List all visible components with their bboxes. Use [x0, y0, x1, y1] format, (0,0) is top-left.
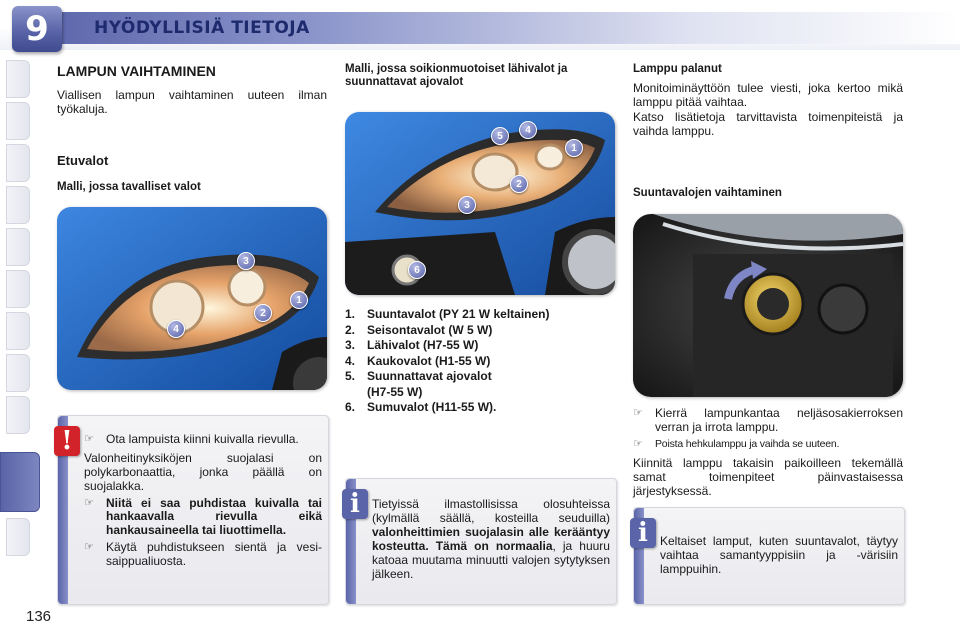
chapter-tab[interactable]	[6, 396, 30, 434]
info-text: Keltaiset lamput, kuten suuntavalot, täytyy vaihtaa samantyyppisiin ja -värisiin lamppuihin.	[660, 534, 898, 576]
warning-bullet-3: ☞ Käytä puhdistukseen sientä ja vesi-saippualiuosta.	[84, 540, 322, 568]
callout-5: 5	[491, 127, 509, 145]
headlight-illustration	[57, 207, 327, 390]
chapter-tab[interactable]	[6, 354, 30, 392]
chapter-tab[interactable]	[6, 518, 30, 556]
list-item: 1. Suuntavalot (PY 21 W keltainen)	[345, 307, 550, 321]
pointer-icon: ☞	[84, 496, 94, 509]
list-item: 5. Suunnattavat ajovalot (H7-55 W)	[345, 369, 492, 399]
callout-3: 3	[237, 252, 255, 270]
chapter-badge: 9	[12, 6, 62, 52]
chapter-tab[interactable]	[6, 312, 30, 350]
info-box-condensation	[345, 478, 617, 605]
indicator-bulb-photo	[633, 214, 903, 397]
subsection-title: Etuvalot	[57, 153, 109, 168]
warning-box	[57, 415, 329, 605]
bulb-failed-text-2: Katso lisätietoja tarvittavista toimenpiteistä ja vaihda lamppu.	[633, 110, 903, 138]
info-icon: i	[630, 518, 656, 548]
bulb-failed-title: Lamppu palanut	[633, 63, 722, 75]
chapter-tab[interactable]	[6, 270, 30, 308]
page-number: 136	[26, 608, 52, 625]
list-item: 6. Sumuvalot (H11-55 W).	[345, 400, 497, 414]
callout-4: 4	[519, 121, 537, 139]
headlight-photo-oval	[345, 112, 615, 295]
list-item: 2. Seisontavalot (W 5 W)	[345, 322, 493, 337]
indicator-bulb-illustration	[633, 214, 903, 397]
pointer-icon: ☞	[84, 541, 94, 553]
chapter-tab[interactable]	[6, 144, 30, 182]
indicator-steps	[633, 407, 903, 498]
step-bullet-2: ☞ Poista hehkulamppu ja vaihda se uuteen.	[633, 438, 840, 450]
chapter-tab-rail	[0, 60, 34, 580]
callout-3: 3	[458, 196, 476, 214]
warning-icon: !	[54, 426, 80, 456]
indicator-replace-title: Suuntavalojen vaihtaminen	[633, 187, 782, 199]
chapter-tab[interactable]	[6, 60, 30, 98]
info-icon: i	[342, 489, 368, 519]
callout-1: 1	[565, 139, 583, 157]
intro-text: Viallisen lampun vaihtaminen uuteen ilman työkaluja.	[57, 88, 327, 116]
callout-6: 6	[408, 261, 426, 279]
pointer-icon: ☞	[633, 407, 643, 419]
model-subtitle-oval: Malli, jossa soikionmuotoiset lähivalot ja suunnattavat ajovalot	[345, 63, 568, 88]
chapter-tab[interactable]	[6, 102, 30, 140]
chapter-tab[interactable]	[6, 228, 30, 266]
reinstall-text: Kiinnitä lamppu takaisin paikoilleen tekemällä samat toimenpiteet päinvastaisessa järjestyksessä.	[633, 455, 903, 498]
chapter-tab-active[interactable]	[0, 452, 40, 512]
model-subtitle: Malli, jossa tavalliset valot	[57, 181, 201, 193]
callout-2: 2	[510, 175, 528, 193]
bulb-failed-text-1: Monitoiminäyttöön tulee viesti, joka kertoo mikä lamppu pitää vaihtaa.	[633, 81, 903, 109]
callout-2: 2	[254, 304, 272, 322]
list-item: 4. Kaukovalot (H1-55 W)	[345, 353, 491, 368]
warning-bullet-1: ☞ Ota lampuista kiinni kuivalla rievulla.	[84, 432, 299, 446]
list-item: 3. Lähivalot (H7-55 W)	[345, 338, 479, 352]
callout-1: 1	[290, 291, 308, 309]
info-text: Tietyissä ilmastollisissa olosuhteissa (kylmällä säällä, kosteilla seuduilla) valonheittimien suojalasin alle kerääntyy kosteutta. Tämä on normaalia, ja huuru katoaa muutama minuutti valojen sytytyksen jälkeen.	[372, 497, 610, 581]
pointer-icon: ☞	[84, 433, 94, 445]
info-box-amber-bulbs	[633, 507, 905, 605]
warning-paragraph: Valonheitinyksiköjen suojalasi on polykarbonaattia, jonka päällä on suojalakka.	[84, 450, 322, 493]
pointer-icon: ☞	[633, 438, 643, 450]
callout-4: 4	[167, 320, 185, 338]
chapter-tab[interactable]	[6, 186, 30, 224]
section-title: LAMPUN VAIHTAMINEN	[57, 63, 216, 79]
bulb-list	[345, 307, 615, 416]
page-title: HYÖDYLLISIÄ TIETOJA	[94, 18, 310, 38]
step-bullet-1: ☞ Kierrä lampunkantaa neljäsosakierroksen verran ja irrota lamppu.	[633, 406, 903, 434]
headlight-photo-standard	[57, 207, 327, 390]
warning-bullet-2: ☞ Niitä ei saa puhdistaa kuivalla tai hankaavalla rievulla eikä hankausaineella tai liuottimella.	[84, 495, 322, 537]
